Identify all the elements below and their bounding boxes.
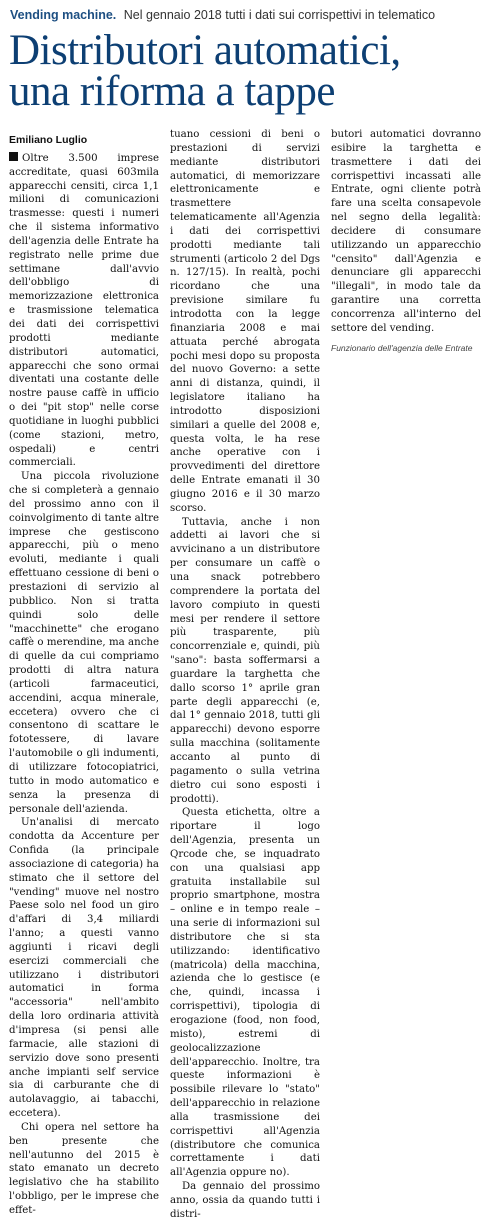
paragraph: Questa etichetta, oltre a riportare il logo dell'Agenzia, presenta un Qrcode che, se inquadrato con una qualsiasi app gratuita installabile sul proprio smartphone, mostra – online e in tempo reale – una serie di informazioni sul distributore che si sta utilizzando: identificativo (matricola) della macchina, azienda che lo gestisce (e che, quindi, incassa i corrispettivi), tipologia di erogazione (food, non food, misto), estremi di geolocalizzazione dell'apparecchio. Inoltre, tra queste informazioni è possibile rilevare lo "stato" dell'apparecchio in relazione alla trasmissione dei corrispettivi all'Agenzia (distributore che comunica correttamente i dati all'Agenzia oppure no). (170, 807, 320, 1179)
photo-caption: Funzionario dell'agenzia delle Entrate (331, 342, 473, 353)
paragraph: Chi opera nel settore ha ben presente che nell'autunno del 2015 è stato emanato un decreto legislativo che ha stabilito l'obbligo, per le imprese che effet- (9, 1121, 159, 1216)
byline: Emiliano Luglio (9, 134, 88, 146)
headline-line-1: Distributori automatici, (9, 27, 401, 74)
paragraph: Tuttavia, anche i non addetti ai lavori che si avvicinano a un distributore per consumare un caffè o una snack potrebbero comprendere la portata del lavoro compiuto in questi mesi per rendere il settore più trasparente, più concorrenziale e, quindi, più "sano": basta soffermarsi a guardare la targhetta che dallo scorso 1° aprile gran parte degli apparecchi (e, dal 1° gennaio 2018, tutti gli apparecchi) devono esporre sulla macchina (solitamente accanto al punto di pagamento o sulla vetrina dietro cui sono esposti i prodotti). (170, 516, 320, 805)
kicker (10, 8, 490, 22)
column-2 (170, 128, 320, 1222)
paragraph-text: Oltre 3.500 imprese accreditate, quasi 603mila apparecchi censiti, circa 1,1 milioni di comunicazioni trasmesse: questi i numeri che il sistema informativo dell'agenzia delle Entrate ha registrato nelle prime due settimane dall'avvio dell'obbligo di memorizzazione elettronica e trasmissione telematica dei dati dei corrispettivi prodotti mediante distributori automatici, apparecchi che sono ormai diventati una costante delle nostre pause caffè in ufficio o dei "pit stop" nelle corse quotidiane in luoghi pubblici (come stazioni, metro, ospedali) e centri commerciali. (9, 152, 159, 469)
paragraph (9, 152, 159, 470)
paragraph: Da gennaio del prossimo anno, ossia da quando tutti i distri- (170, 1181, 320, 1220)
paragraph: Una piccola rivoluzione che si completerà a gennaio del prossimo anno con il coinvolgimento di tante altre imprese che gestiscono apparecchi, più o meno evoluti, mediante i quali effettuano cessione di beni o prestazioni di servizio al pubblico. Non si tratta quindi solo delle "macchinette" che erogano caffè o merendine, ma anche di quelle da cui compriamo prodotti di altra natura (articoli farmaceutici, accendini, acqua minerale, eccetera) ovvero che ci consentono di scattare le fototessere, di lavare l'automobile o gli indumenti, di utilizzare fotocopiatrici, tutto in modo automatico e senza la presenza di personale dell'azienda. (9, 471, 159, 815)
kicker-subtitle: Nel gennaio 2018 tutti i dati sui corrispettivi in telematico (123, 8, 436, 22)
lead-square-icon (9, 152, 18, 161)
paragraph: butori automatici dovranno esibire la targhetta e trasmettere i dati dei corrispettivi incassati alle Entrate, ogni cliente potrà fare una scelta consapevole nel segno della legalità: decidere di consumare utilizzando un apparecchio "censito" dall'Agenzia e denunciare gli apparecchi "illegali", in modo tale da garantire una corretta concorrenza all'interno del settore del vending. (331, 129, 481, 334)
column-3 (331, 128, 481, 356)
headline-line-2: una riforma a tappe (9, 68, 335, 115)
paragraph: Un'analisi di mercato condotta da Accenture per Confida (la principale associazione di categoria) ha stimato che il settore del "vending" muove nel nostro Paese solo nel food un giro d'affari di 3,4 miliardi l'anno; a questi vanno aggiunti i ricavi degli esercizi commerciali che utilizzano i distributori automatici in forma "accessoria" nell'ambito della loro ordinaria attività d'impresa (si pensi alle farmacie, alle stazioni di servizio dove sono presenti anche impianti self service sia di carburante che di autolavaggio, ai tabacchi, eccetera). (9, 817, 159, 1120)
headline (9, 27, 489, 115)
column-1 (9, 134, 159, 1218)
kicker-tag: Vending machine. (10, 8, 117, 22)
paragraph: tuano cessioni di beni o prestazioni di servizi mediante distributori automatici, di memorizzare elettronicamente e trasmettere telematicamente all'Agenzia i dati dei corrispettivi prodotti mediante tali strumenti (articolo 2 del Dgs n. 127/15). In realtà, pochi ricordano che una previsione similare fu introdotta con la legge finanziaria 2008 e mai attuata perché abrogata pochi mesi dopo su proposta del nuovo Governo: a sette anni di distanza, quindi, il legislatore italiano ha introdotto disposizioni similari a quelle del 2008 e, questa volta, le ha rese anche operative con i provvedimenti del direttore delle Entrate emanati il 30 giugno 2016 e il 30 marzo scorso. (170, 129, 320, 514)
